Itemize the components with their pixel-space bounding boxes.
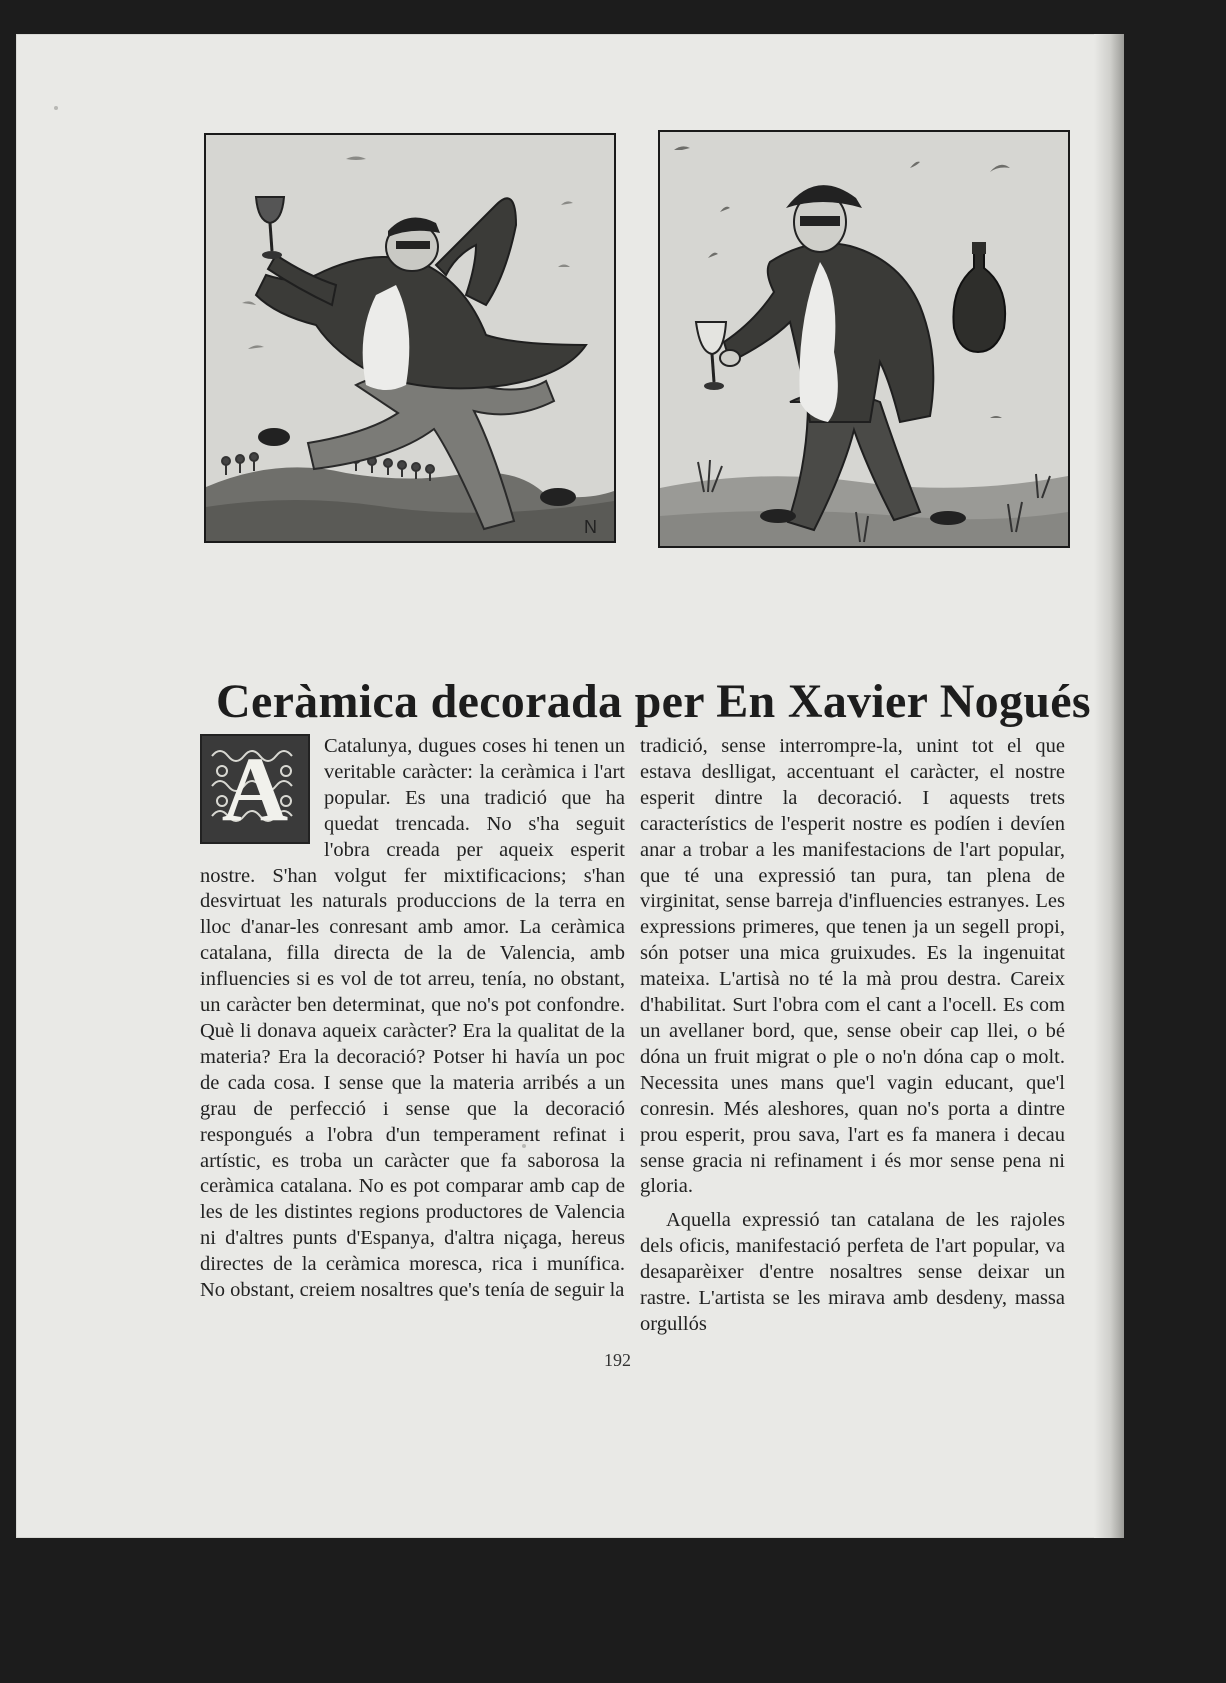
paragraph: tradició, sense interrompre-la, unint tot el que estava deslligat, accentuant el caràcter, el nostre esperit dintre la decoració. I aquests trets característics de l'esperit nostre es podíen i devíen anar a trobar a les manifestacions de l'art popular, que té una expressió tan pura, tan plena de virginitat, sense barreja d'influencies estranyes. Les expressions primeres, que tenen ja un segell propi, són potser una mica gruixudes. Es la ingenuitat mateixa. L'artisà no té la mà prou destra. Careix d'habilitat. Surt l'obra com el cant a l'ocell. Es com un avellaner bord, que, sense obeir cap llei, o bé dóna un fruit migrat o ple o no'n dóna cap o molt. Necessita unes mans que'l vagin educant, que'l conresin. Més aleshores, quan no's porta a dintre prou esperit, prou sava, l'art es fa manera i decau sense gracia ni refinament i és mor sense pena ni gloria. bbox=[640, 735, 1065, 1198]
text-column-right bbox=[640, 734, 1065, 1338]
book-page bbox=[16, 34, 1124, 1538]
dropcap-letter: A bbox=[221, 738, 289, 840]
book-spine-shadow bbox=[1094, 34, 1124, 1538]
page-number: 192 bbox=[604, 1350, 631, 1370]
illustration-running-man bbox=[204, 133, 616, 543]
decorative-initial-icon bbox=[200, 734, 310, 844]
paragraph: Catalunya, dugues coses hi tenen un veritable caràcter: la ceràmica i l'art popular. Es una tradició que ha quedat trencada. No s'ha seguit l'obra creada per aqueix esperit nostre. S'han volgut fer mixtificacions; s'han desvirtuat les naturals produccions de la terra en lloc d'anar-les conresant amb amor. La ceràmica catalana, filla directa de la de Valencia, amb influencies si es vol de tot arreu, tenía, no obstant, un caràcter ben determinat, que no's pot confondre. Què li donava aqueix caràcter? Era la qualitat de la materia? Era la decoració? Potser hi havía un poc de cada cosa. I sense que la materia arribés a un grau de perfecció i sense que la decoració respongués a l'obra d'un temperament refinat i artístic, es troba un caràcter que fa saborosa la ceràmica catalana. No es pot comparar amb cap de les de les distintes regions productores de Valencia ni d'altres punts d'Espanya, d'altra niçaga, hereus directes de la ceràmica moresca, rica i munífica. No obstant, creiem nosaltres que's tenía de seguir la bbox=[200, 735, 625, 1302]
artist-signature: N bbox=[584, 517, 597, 537]
text-column-left bbox=[200, 734, 625, 1304]
paragraph: Aquella expressió tan catalana de les rajoles dels oficis, manifestació perfeta de l'art popular, va desaparèixer d'entre nosaltres sense deixar un rastre. L'artista se les mirava amb desdeny, massa orgullós bbox=[640, 1209, 1065, 1335]
article-title: Ceràmica decorada per En Xavier Nogués bbox=[216, 675, 1091, 729]
paper-speck bbox=[54, 106, 58, 110]
illustration-man-with-bottle bbox=[658, 130, 1070, 548]
